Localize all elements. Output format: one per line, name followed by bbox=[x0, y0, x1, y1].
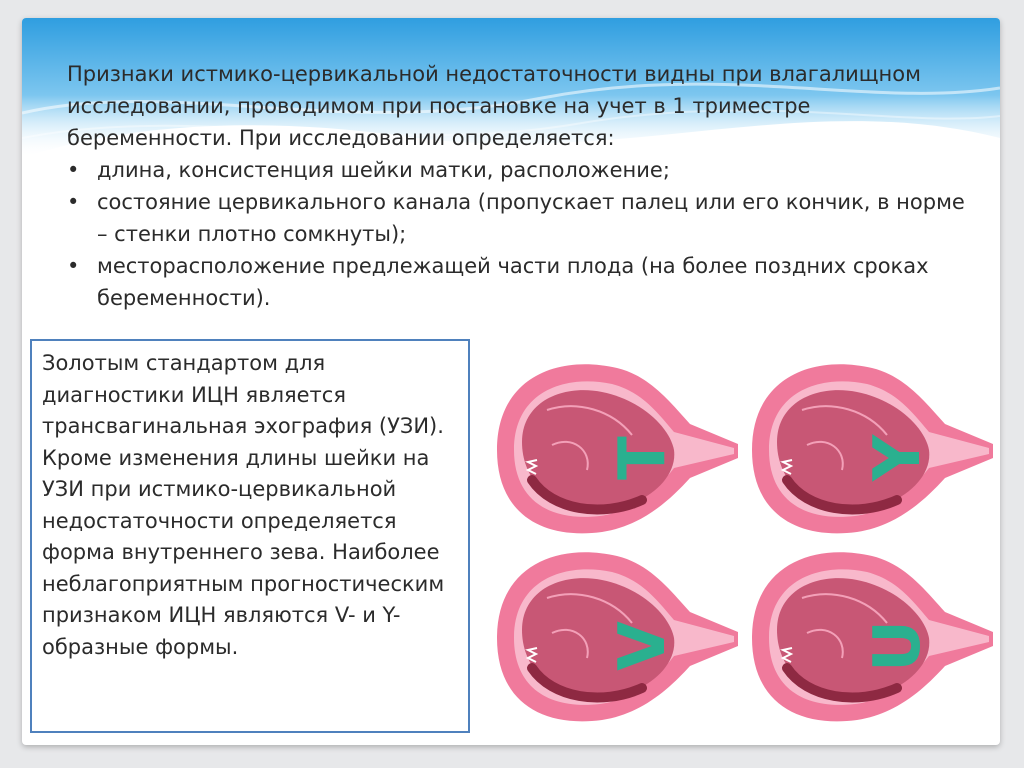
criteria-text: длина, консистенция шейки матки, расположение; bbox=[97, 158, 670, 182]
intro-text-block bbox=[67, 58, 972, 314]
criteria-list bbox=[67, 154, 972, 314]
bullet-mark: • bbox=[67, 254, 80, 278]
cervix-t-shape-illustration bbox=[492, 350, 742, 540]
shape-letter-u: U bbox=[861, 620, 935, 672]
criteria-text: месторасположение предлежащей части плода (на более поздних сроках беременности). bbox=[97, 254, 929, 310]
ultrasound-callout-box bbox=[30, 339, 470, 733]
cervix-u-shape-illustration bbox=[747, 538, 997, 728]
criteria-item bbox=[67, 250, 972, 314]
slide bbox=[22, 18, 1000, 745]
bullet-mark: • bbox=[67, 158, 80, 182]
intro-paragraph: Признаки истмико-цервикальной недостаточности видны при влагалищном исследовании, проводимом при постановке на учет в 1 триместре беременности. При исследовании определяется: bbox=[67, 62, 921, 150]
criteria-text: состояние цервикального канала (пропускает палец или его кончик, в норме – стенки плотно сомкнуты); bbox=[97, 190, 965, 246]
callout-text: Золотым стандартом для диагностики ИЦН является трансвагинальная эхография (УЗИ). Кроме изменения длины шейки на УЗИ при истмико-цервикальной недостаточности определяется форма внутреннего зева. Наиболее неблагоприятным прогностическим признаком ИЦН являются V- и Y-образные формы. bbox=[42, 351, 445, 659]
shape-letter-v: V bbox=[606, 621, 680, 671]
cervix-v-shape-illustration bbox=[492, 538, 742, 728]
criteria-item bbox=[67, 186, 972, 250]
cervix-y-shape-illustration bbox=[747, 350, 997, 540]
criteria-item bbox=[67, 154, 972, 186]
shape-letter-t: T bbox=[606, 436, 680, 480]
shape-letter-y: Y bbox=[861, 434, 935, 482]
bullet-mark: • bbox=[67, 190, 80, 214]
